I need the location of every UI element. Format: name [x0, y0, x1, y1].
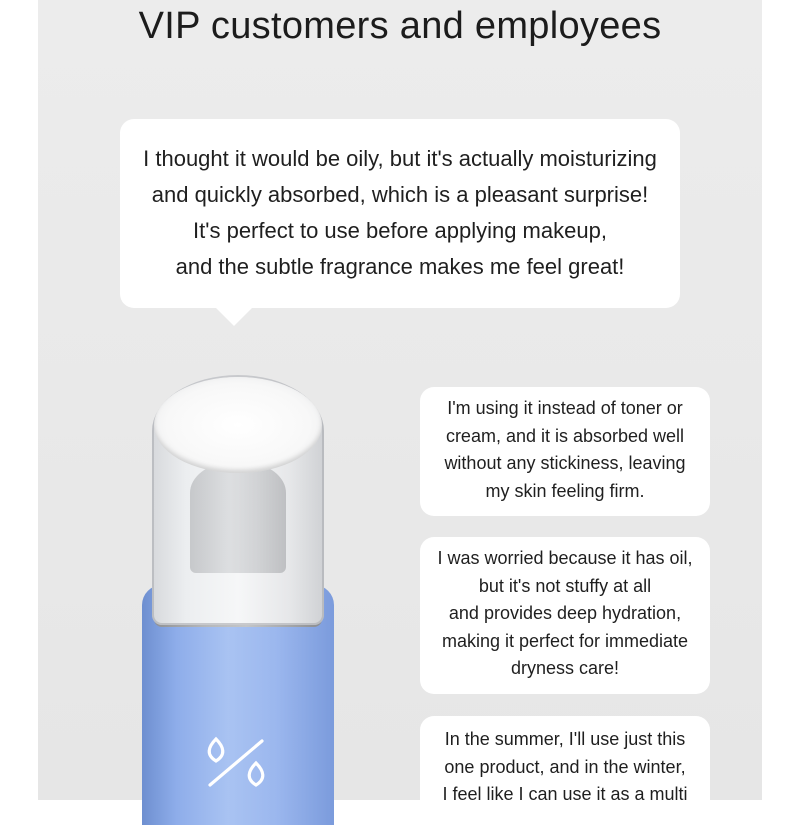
review-line: making it perfect for immediate	[441, 630, 689, 651]
main-review-line: It's perfect to use before applying makeup,	[193, 218, 607, 243]
product-bottle	[140, 373, 340, 813]
review-line: I was worried because it has oil,	[437, 548, 693, 568]
review-line: dryness care!	[510, 658, 620, 678]
main-review-line: and the subtle fragrance makes me feel great!	[175, 254, 625, 279]
main-review-line: I thought it would be oily, but it's actually moisturizing	[143, 146, 657, 171]
page-title: VIP customers and employees	[138, 5, 662, 47]
review-bubble-2	[420, 537, 710, 694]
percent-logo-icon	[202, 733, 272, 793]
bottle-cap-top	[154, 377, 322, 473]
review-line: I feel like I can use it as a multi	[442, 784, 688, 804]
review-line: one product, and in the winter,	[444, 756, 686, 777]
review-line: cream, and it is absorbed well	[445, 425, 685, 446]
review-bubble-3	[420, 716, 710, 826]
review-line: and provides deep hydration,	[448, 603, 682, 623]
review-bubble-1	[420, 387, 710, 516]
main-review-bubble	[120, 119, 680, 308]
review-line: my skin feeling firm.	[485, 480, 645, 501]
bottle-pump	[190, 463, 286, 573]
review-line: I'm using it instead of toner or	[447, 398, 683, 418]
review-line: without any stickiness, leaving	[444, 453, 686, 473]
review-line: In the summer, I'll use just this	[444, 729, 686, 749]
review-line: but it's not stuffy at all	[478, 575, 652, 596]
main-review-line: and quickly absorbed, which is a pleasant surprise!	[151, 182, 649, 207]
